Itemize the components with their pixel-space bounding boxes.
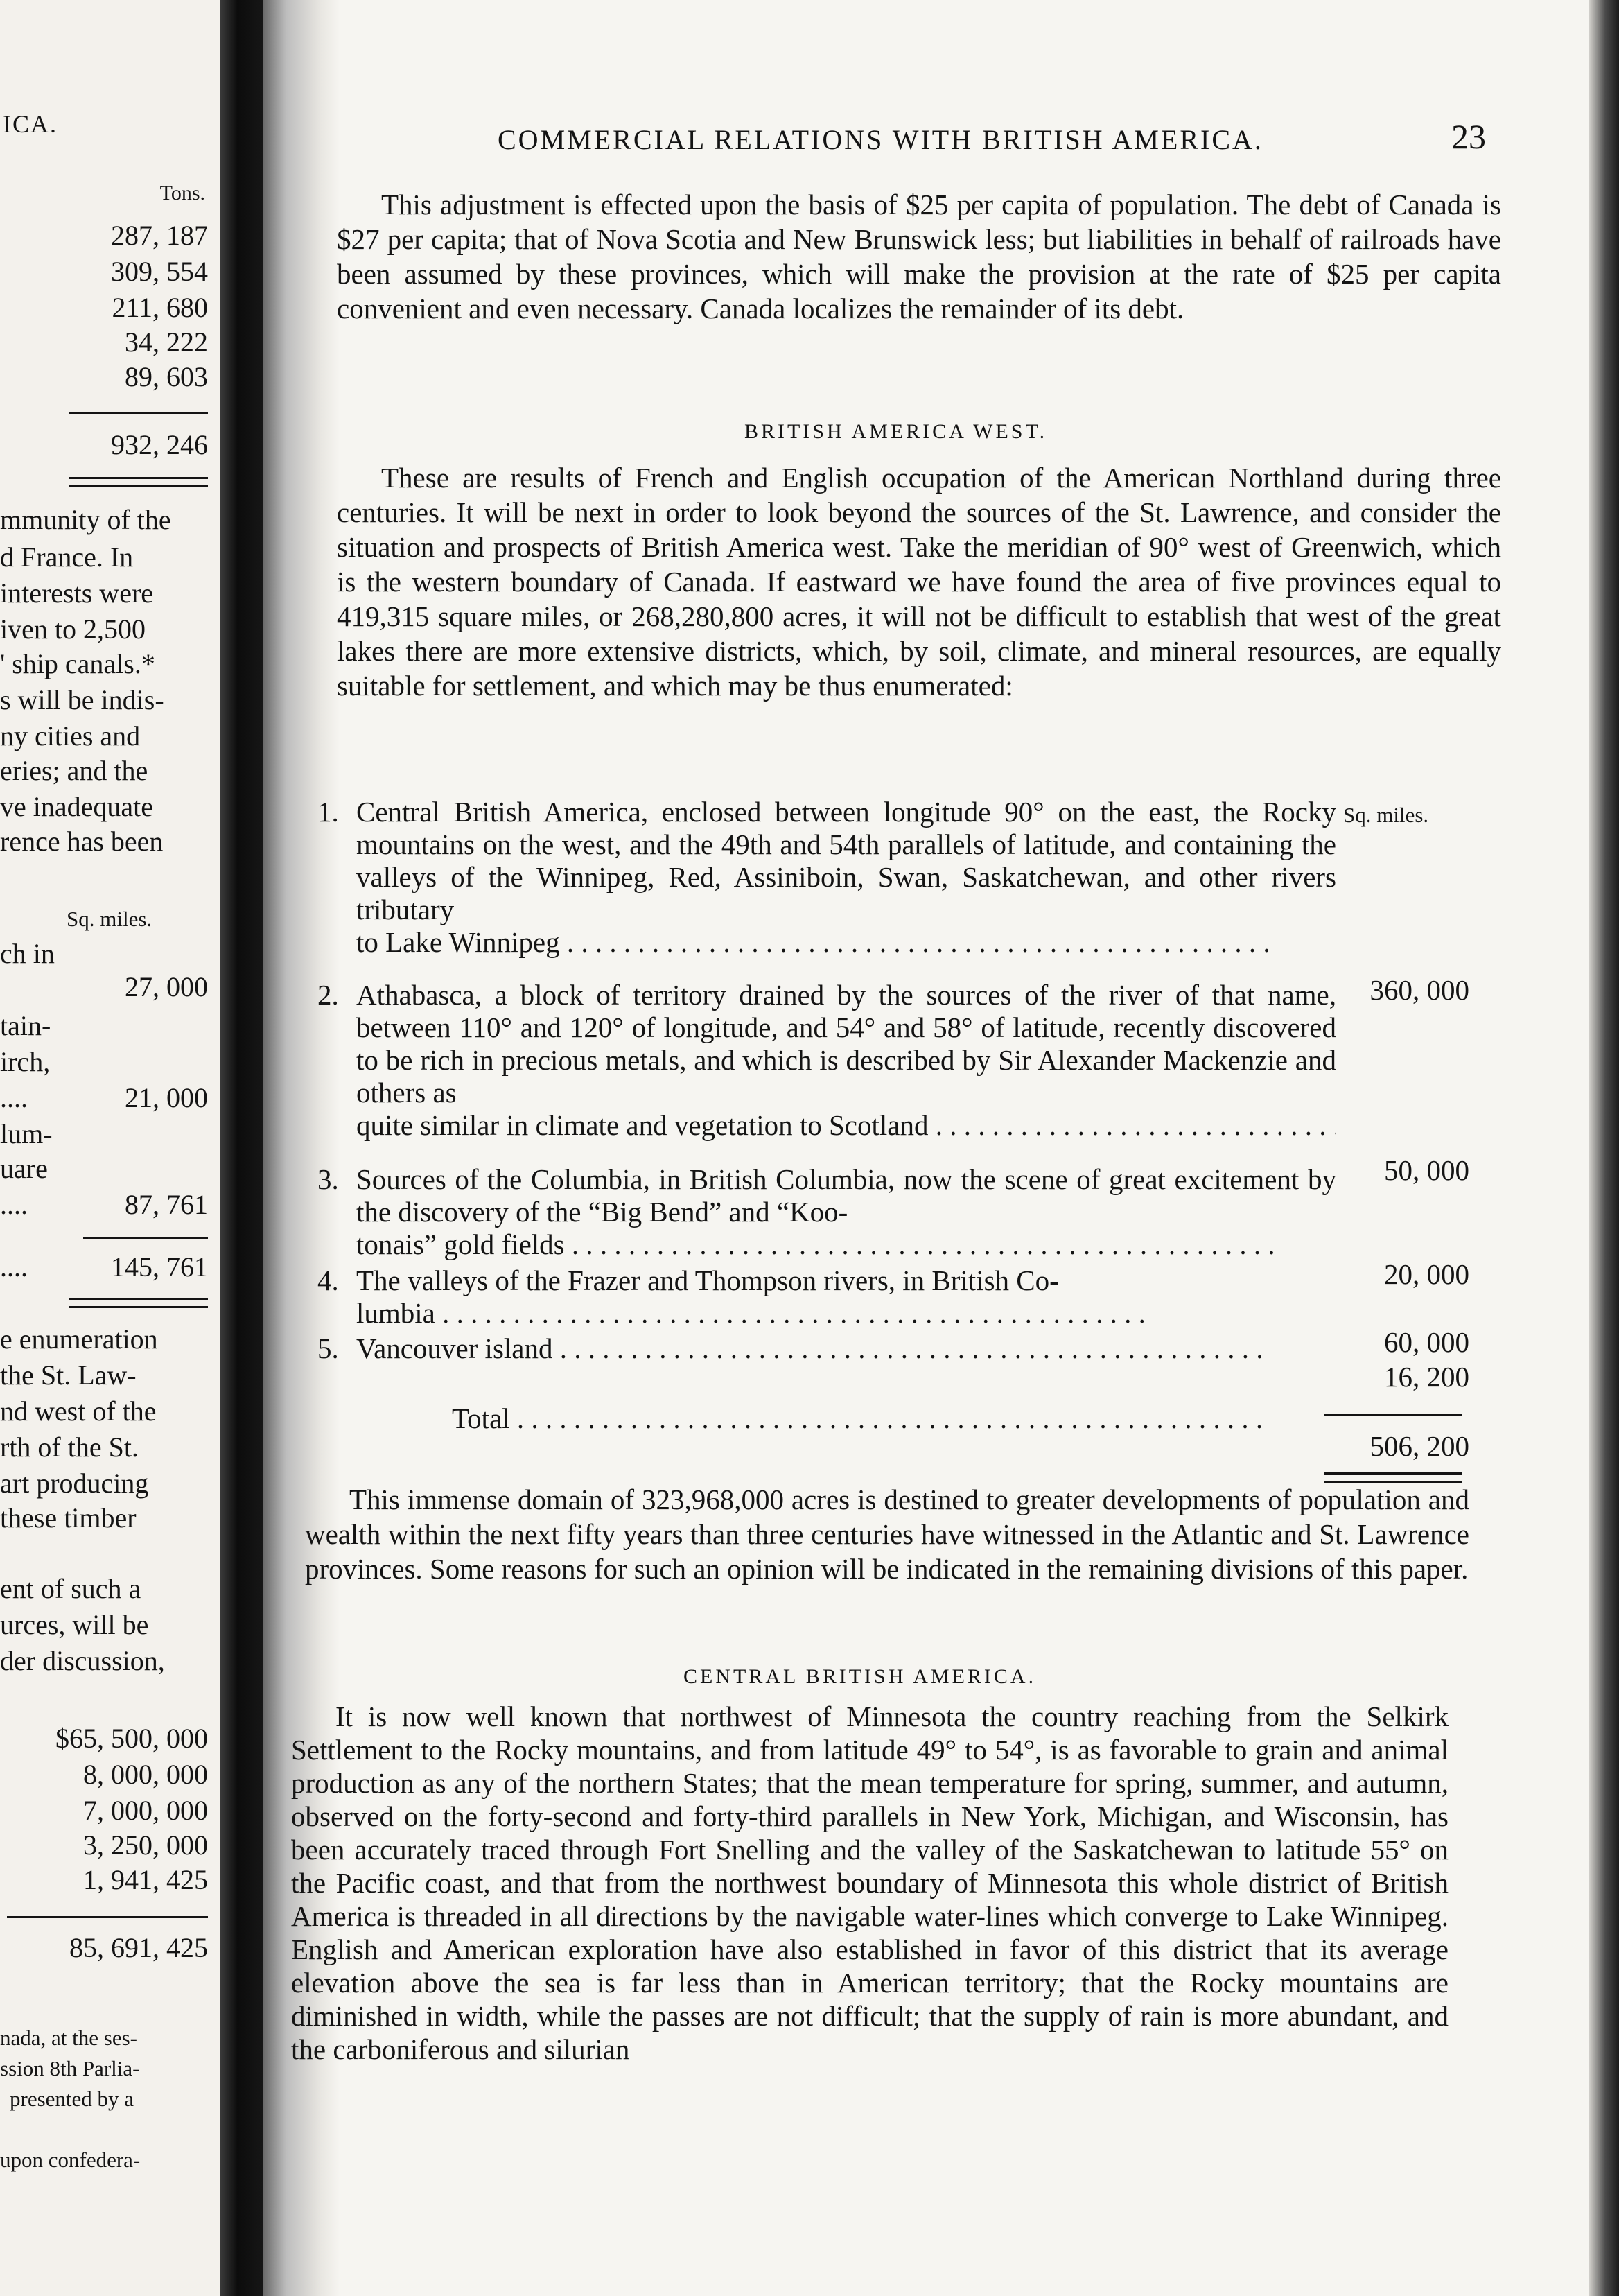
text-line: urces, will be: [0, 1609, 149, 1640]
item-value: 16, 200: [1384, 1361, 1469, 1393]
paragraph-text: These are results of French and English occupation of the American Northland during three centuries. It will be next in order to look beyond the sources of the St. Lawrence, and consider the situation and prospects of British America west. Take the meridian of 90° west of Greenwich, which is the western boundary of Canada. If eastward we have found the area of five provinces equal to 419,315 square miles, or 268,280,800 acres, it will not be difficult to establish that west of the great lakes there are more extensive districts, which, by soil, climate, and mineral resources, are equally suitable for settlement, and which may be thus enumerated:: [337, 462, 1501, 702]
double-rule: [69, 485, 208, 487]
sq-miles-value: 87, 761: [125, 1189, 208, 1220]
money-value: 1, 941, 425: [83, 1864, 208, 1895]
footnote-line: upon confedera-: [0, 2148, 141, 2172]
item-number: 4.: [317, 1264, 339, 1296]
item-value: 20, 000: [1384, 1258, 1469, 1290]
text-line: irch,: [0, 1046, 51, 1077]
sum-rule: [7, 1916, 208, 1918]
total-row: [452, 1402, 1297, 1435]
paragraph-immense-domain: [305, 1482, 1469, 1586]
text-line: ny cities and: [0, 720, 141, 751]
tons-value: 287, 187: [111, 220, 208, 251]
text-line: lum-: [0, 1118, 53, 1149]
paragraph-enumeration-intro: [337, 460, 1501, 703]
text-line: ch in: [0, 938, 55, 969]
double-rule: [69, 1298, 208, 1300]
text-line: these timber: [0, 1502, 137, 1533]
tons-total: 932, 246: [111, 429, 208, 460]
paragraph-text: It is now well known that northwest of Minnesota the country reaching from the Selkirk Settlement to the Rocky mountains, and from latitude 49° to 54°, is as favorable to grain and animal production as any of the northern States; that the mean temperature for spring, summer, and autumn, observed on the forty-second and forty-third parallels in New York, Michigan, and Wisconsin, has been accurately traced through Fort Snelling and the valley of the Saskatchewan to latitude 55° on the Pacific coast, and that from the northwest boundary of Minnesota this whole district of British America is threaded in all directions by the navigable water-lines which converge to Lake Winnipeg. English and American exploration have also established in favor of this district that its average elevation above the sea is far less than in American territory; that the Rocky mountains are diminished in width, while the passes are not difficult; that the supply of rain is more abundant, and the carboniferous and silurian: [291, 1701, 1449, 2065]
sum-rule: [83, 1237, 208, 1239]
text-line: the St. Law-: [0, 1359, 137, 1391]
paragraph-text: This immense domain of 323,968,000 acres is destined to greater developments of population and wealth within the next fifty years than three centuries have witnessed in the Atlantic and St. Lawrence provinces. Some reasons for such an opinion will be indicated in the remaining divisions of this paper.: [305, 1484, 1469, 1585]
text-line: d France. In: [0, 541, 134, 573]
sum-rule: [69, 412, 208, 414]
money-value: 3, 250, 000: [83, 1829, 208, 1861]
item-number: 2.: [317, 979, 339, 1011]
sq-miles-value: 21, 000: [125, 1082, 208, 1113]
tons-column-header: Tons.: [159, 182, 205, 205]
item-last-line: quite similar in climate and vegetation to Scotland . . .: [356, 1109, 1336, 1141]
territory-item-3: [317, 1163, 1336, 1261]
item-text: Athabasca, a block of territory drained by the sources of the river of that name, between 110° and 120° of longitude, and 54° and 58° of latitude, recently discovered to be rich in precious metals, and which is described by Sir Alexander Mackenzie and others as: [356, 979, 1336, 1108]
paragraph-central-british-america: [291, 1700, 1449, 2066]
text-line: interests were: [0, 577, 154, 609]
text-line: iven to 2,500: [0, 614, 146, 645]
territory-item-1: [317, 796, 1336, 959]
paragraph-text: This adjustment is effected upon the basis of $25 per capita of population. The debt of Canada is $27 per capita; that of Nova Scotia and New Brunswick less; but liabilities in behalf of railroads have been assumed by these provinces, which will make the provision at the rate of $25 per capita convenient and even necessary. Canada localizes the remainder of its debt.: [337, 189, 1501, 324]
text-line: s will be indis-: [0, 684, 164, 715]
text-line: uare: [0, 1153, 48, 1184]
text-line: ' ship canals.*: [0, 648, 155, 679]
item-text: Sources of the Columbia, in British Columbia, now the scene of great excitement by the discovery of the “Big Bend” and “Koo-: [356, 1163, 1336, 1228]
text-line: nd west of the: [0, 1395, 157, 1427]
text-line: ve inadequate: [0, 791, 153, 822]
item-value: 60, 000: [1384, 1326, 1469, 1358]
text-line: e enumeration: [0, 1323, 158, 1355]
text-line: ent of such a: [0, 1573, 141, 1604]
text-line: art producing: [0, 1468, 149, 1499]
tons-value: 89, 603: [125, 361, 208, 392]
footnote-line: ssion 8th Parlia-: [0, 2056, 140, 2080]
total-value: 506, 200: [1369, 1430, 1469, 1462]
tons-value: 211, 680: [112, 292, 208, 323]
total-label: Total . . .: [452, 1402, 1263, 1434]
item-number: 5.: [317, 1332, 339, 1364]
item-value: 360, 000: [1369, 974, 1469, 1006]
double-rule: [69, 477, 208, 479]
item-text: The valleys of the Frazer and Thompson rivers, in British Co-: [356, 1264, 1059, 1296]
double-rule: [69, 1306, 208, 1308]
money-total: 85, 691, 425: [69, 1932, 208, 1963]
item-value: 50, 000: [1384, 1154, 1469, 1186]
book-gutter: [220, 0, 263, 2296]
double-rule: [1324, 1472, 1462, 1475]
item-last-line: lumbia . . .: [356, 1297, 1146, 1329]
sum-rule: [1324, 1414, 1462, 1416]
item-number: 1.: [317, 796, 339, 828]
territory-item-5: [317, 1332, 1336, 1365]
previous-page-running-head: ICA.: [3, 110, 58, 138]
sq-miles-column-header: Sq. miles.: [1343, 803, 1429, 827]
running-head: COMMERCIAL RELATIONS WITH BRITISH AMERICA.: [498, 124, 1263, 155]
section-heading-british-america-west: BRITISH AMERICA WEST.: [744, 420, 1048, 443]
sq-miles-column-header: Sq. miles.: [67, 907, 152, 931]
tons-value: 309, 554: [111, 256, 208, 287]
page-edge: [1589, 0, 1619, 2296]
leader-dots: ....: [0, 1251, 28, 1282]
text-line: rth of the St.: [0, 1432, 139, 1463]
item-number: 3.: [317, 1163, 339, 1195]
text-line: rence has been: [0, 826, 164, 857]
money-value: 7, 000, 000: [83, 1795, 208, 1826]
leader-dots: ....: [0, 1082, 28, 1113]
previous-page-fragment: [0, 0, 220, 2296]
item-text: Central British America, enclosed between longitude 90° on the east, the Rocky mountains on the west, and the 49th and 54th parallels of latitude, and containing the valleys of the Winnipeg, Red, Assiniboin, Swan, Saskatchewan, and other rivers tributary: [356, 796, 1336, 925]
money-value: $65, 500, 000: [55, 1723, 208, 1754]
section-heading-central-british-america: CENTRAL BRITISH AMERICA.: [683, 1665, 1037, 1688]
footnote-line: presented by a: [10, 2087, 134, 2111]
money-value: 8, 000, 000: [83, 1759, 208, 1790]
territory-item-2: [317, 979, 1336, 1142]
tons-value: 34, 222: [125, 327, 208, 358]
text-line: tain-: [0, 1010, 51, 1041]
sq-miles-total: 145, 761: [111, 1251, 208, 1282]
item-last-line: to Lake Winnipeg . . .: [356, 926, 1270, 958]
page-number: 23: [1451, 117, 1486, 156]
sq-miles-value: 27, 000: [125, 971, 208, 1002]
leader-dots: ....: [0, 1189, 28, 1220]
footnote-line: nada, at the ses-: [0, 2026, 137, 2050]
text-line: mmunity of the: [0, 504, 171, 535]
territory-item-4: [317, 1264, 1336, 1330]
item-last-line: tonais” gold fields . . .: [356, 1228, 1275, 1260]
text-line: der discussion,: [0, 1645, 165, 1676]
paragraph-adjustment: [337, 187, 1501, 326]
text-line: eries; and the: [0, 755, 148, 786]
item-last-line: Vancouver island . . .: [356, 1332, 1263, 1364]
